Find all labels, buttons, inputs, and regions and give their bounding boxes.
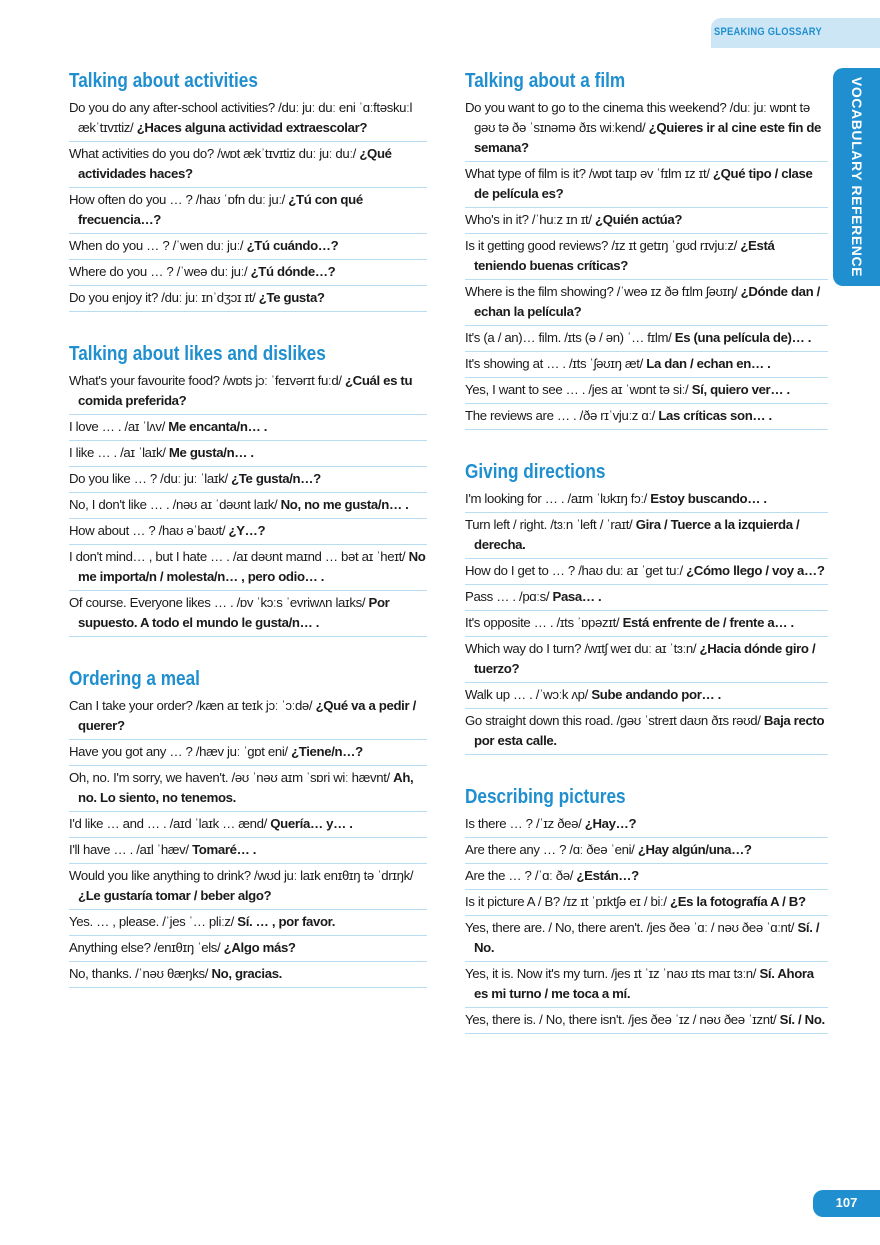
entry-text bbox=[69, 98, 427, 138]
english-phrase: Turn left / right. /tɜːn ˈleft / ˈraɪt/ bbox=[465, 517, 633, 532]
english-phrase: How often do you … ? /haʊ ˈɒfn duː juː/ bbox=[69, 192, 285, 207]
spanish-translation: Sí, quiero ver… . bbox=[691, 382, 790, 397]
section-heading: Ordering a meal bbox=[69, 668, 200, 690]
glossary-entry bbox=[69, 591, 427, 637]
spanish-translation: Sí. / No. bbox=[779, 1012, 825, 1027]
glossary-entry bbox=[465, 611, 828, 637]
entry-text bbox=[69, 768, 427, 808]
entry-text bbox=[465, 236, 828, 276]
spanish-translation: ¿Tú dónde…? bbox=[250, 264, 336, 279]
glossary-entry bbox=[69, 188, 427, 234]
spanish-translation: Sí. Ahora es mi turno / me toca a mí. bbox=[474, 966, 814, 1001]
spanish-translation: ¿Quieres ir al cine este fin de semana? bbox=[474, 120, 822, 155]
glossary-entry bbox=[69, 694, 427, 740]
english-phrase: What activities do you do? /wɒt ækˈtɪvɪtiz duː juː duː/ bbox=[69, 146, 356, 161]
entry-text bbox=[69, 236, 427, 256]
glossary-entry bbox=[69, 415, 427, 441]
english-phrase: Have you got any … ? /hæv juː ˈgɒt eni/ bbox=[69, 744, 288, 759]
english-phrase: I'd like … and … . /aɪd ˈlaɪk … ænd/ bbox=[69, 816, 267, 831]
spanish-translation: No, gracias. bbox=[211, 966, 282, 981]
section-heading: Describing pictures bbox=[465, 786, 626, 808]
spanish-translation: ¿Tiene/n…? bbox=[291, 744, 363, 759]
entry-text bbox=[69, 964, 427, 984]
entry-text bbox=[465, 489, 828, 509]
spanish-translation: Me gusta/n… . bbox=[168, 445, 254, 460]
entry-text bbox=[69, 840, 427, 860]
spanish-translation: Pasa… . bbox=[552, 589, 602, 604]
english-phrase: No, I don't like … . /nəʊ aɪ ˈdəʊnt laɪk/ bbox=[69, 497, 278, 512]
english-phrase: Would you like anything to drink? /wʊd juː laɪk enɪθɪŋ tə ˈdrɪŋk/ bbox=[69, 868, 414, 883]
glossary-entry bbox=[69, 864, 427, 910]
english-phrase: The reviews are … . /ðə rɪˈvjuːz ɑː/ bbox=[465, 408, 655, 423]
entry-text bbox=[69, 696, 427, 736]
spanish-translation: ¿Tú con qué frecuencia…? bbox=[78, 192, 363, 227]
entry-text bbox=[69, 593, 427, 633]
entry-text bbox=[465, 711, 828, 751]
spanish-translation: ¿Cómo llego / voy a…? bbox=[686, 563, 825, 578]
glossary-entry bbox=[465, 487, 828, 513]
english-phrase: Which way do I turn? /wɪtʃ weɪ duː aɪ ˈtɜːn/ bbox=[465, 641, 697, 656]
glossary-entry bbox=[465, 559, 828, 585]
english-phrase: Do you want to go to the cinema this weekend? /duː juː wɒnt tə gəʊ tə ðə ˈsɪnəmə ðɪs wiːkend/ bbox=[465, 100, 810, 135]
glossary-entry bbox=[465, 637, 828, 683]
spanish-translation: No, no me gusta/n… . bbox=[280, 497, 409, 512]
glossary-entry bbox=[465, 864, 828, 890]
spanish-translation: ¿Te gusta? bbox=[258, 290, 325, 305]
english-phrase: It's showing at … . /ɪts ˈʃəʊɪŋ æt/ bbox=[465, 356, 643, 371]
entry-text bbox=[465, 892, 828, 912]
left-section bbox=[69, 664, 427, 988]
english-phrase: I don't mind… , but I hate … . /aɪ dəʊnt maɪnd … bət aɪ ˈheɪt/ bbox=[69, 549, 406, 564]
glossary-entry bbox=[465, 234, 828, 280]
spanish-translation: ¿Hacia dónde giro / tuerzo? bbox=[474, 641, 816, 676]
spanish-translation: Por supuesto. A todo el mundo le gusta/n… . bbox=[78, 595, 390, 630]
entry-text bbox=[69, 417, 427, 437]
entry-text bbox=[465, 406, 828, 426]
entry-text bbox=[69, 521, 427, 541]
glossary-entry bbox=[69, 260, 427, 286]
entry-text bbox=[465, 918, 828, 958]
entry-text bbox=[465, 964, 828, 1004]
entry-text bbox=[69, 495, 427, 515]
glossary-entry bbox=[69, 740, 427, 766]
glossary-entry bbox=[69, 766, 427, 812]
english-phrase: Where is the film showing? /ˈweə ɪz ðə fɪlm ʃəʊɪŋ/ bbox=[465, 284, 738, 299]
spanish-translation: La dan / echan en… . bbox=[646, 356, 771, 371]
english-phrase: Yes, there are. / No, there aren't. /jes ðeə ˈɑː / nəʊ ðeə ˈɑːnt/ bbox=[465, 920, 795, 935]
entry-text bbox=[69, 912, 427, 932]
spanish-translation: ¿Está teniendo buenas críticas? bbox=[474, 238, 775, 273]
glossary-entry bbox=[69, 286, 427, 312]
english-phrase: What's your favourite food? /wɒts jɔː ˈfeɪvərɪt fuːd/ bbox=[69, 373, 342, 388]
glossary-entry bbox=[69, 96, 427, 142]
page-number: 107 bbox=[835, 1195, 858, 1210]
english-phrase: Are the … ? /ˈɑː ðə/ bbox=[465, 868, 574, 883]
spanish-translation: Quería… y… . bbox=[270, 816, 353, 831]
spanish-translation: Gira / Tuerce a la izquierda / derecha. bbox=[474, 517, 800, 552]
english-phrase: Anything else? /enɪθɪŋ ˈels/ bbox=[69, 940, 221, 955]
spanish-translation: ¿Están…? bbox=[576, 868, 639, 883]
glossary-entry bbox=[465, 683, 828, 709]
english-phrase: Walk up … . /ˈwɔːk ʌp/ bbox=[465, 687, 588, 702]
spanish-translation: Las críticas son… . bbox=[658, 408, 772, 423]
spanish-translation: Me encanta/n… . bbox=[168, 419, 268, 434]
entry-text bbox=[69, 547, 427, 587]
side-tab-label: VOCABULARY REFERENCE bbox=[848, 76, 865, 278]
glossary-entry bbox=[69, 910, 427, 936]
spanish-translation: ¿Haces alguna actividad extraescolar? bbox=[136, 120, 368, 135]
section-heading: Talking about activities bbox=[69, 70, 258, 92]
english-phrase: Do you enjoy it? /duː juː ɪnˈdʒɔɪ ɪt/ bbox=[69, 290, 256, 305]
glossary-entry bbox=[465, 378, 828, 404]
entry-text bbox=[465, 282, 828, 322]
english-phrase: Yes, it is. Now it's my turn. /jes ɪt ˈɪz ˈnaʊ ɪts maɪ tɜːn/ bbox=[465, 966, 757, 981]
spanish-translation: Estoy buscando… . bbox=[650, 491, 767, 506]
entry-text bbox=[69, 371, 427, 411]
spanish-translation: Ah, no. Lo siento, no tenemos. bbox=[78, 770, 414, 805]
spanish-translation: ¿Dónde dan / echan la película? bbox=[474, 284, 820, 319]
english-phrase: Is there … ? /ˈɪz ðeə/ bbox=[465, 816, 582, 831]
glossary-entry bbox=[69, 812, 427, 838]
glossary-entry bbox=[465, 962, 828, 1008]
entry-text bbox=[69, 938, 427, 958]
english-phrase: Do you do any after-school activities? /duː juː duː eni ˈɑːftəskuːl ækˈtɪvɪtiz/ bbox=[69, 100, 413, 135]
glossary-entry bbox=[465, 513, 828, 559]
spanish-translation: No me importa/n / molesta/n… , pero odio… . bbox=[78, 549, 426, 584]
english-phrase: It's (a / an)… film. /ɪts (ə / ən) ˈ… fɪlm/ bbox=[465, 330, 672, 345]
entry-text bbox=[69, 814, 427, 834]
spanish-translation: ¿Le gustaría tomar / beber algo? bbox=[78, 888, 272, 903]
glossary-entry bbox=[69, 838, 427, 864]
spanish-translation: Baja recto por esta calle. bbox=[474, 713, 825, 748]
glossary-entry bbox=[69, 142, 427, 188]
spanish-translation: ¿Y…? bbox=[228, 523, 266, 538]
entry-text bbox=[69, 262, 427, 282]
glossary-entry bbox=[69, 493, 427, 519]
english-phrase: Yes, there is. / No, there isn't. /jes ðeə ˈɪz / nəʊ ðeə ˈɪznt/ bbox=[465, 1012, 777, 1027]
entry-text bbox=[465, 639, 828, 679]
section-heading: Talking about likes and dislikes bbox=[69, 343, 326, 365]
page-number-badge bbox=[813, 1190, 880, 1217]
english-phrase: Yes, I want to see … . /jes aɪ ˈwɒnt tə siː/ bbox=[465, 382, 689, 397]
glossary-entry bbox=[465, 404, 828, 430]
spanish-translation: ¿Qué tipo / clase de película es? bbox=[474, 166, 813, 201]
left-column bbox=[69, 66, 427, 1015]
entry-text bbox=[465, 613, 828, 633]
glossary-entry bbox=[69, 545, 427, 591]
glossary-entry bbox=[465, 812, 828, 838]
header-tab bbox=[711, 18, 880, 48]
page-title: SPEAKING GLOSSARY bbox=[714, 26, 822, 38]
entry-text bbox=[69, 144, 427, 184]
english-phrase: Oh, no. I'm sorry, we haven't. /əʊ ˈnəʊ aɪm ˈsɒri wiː hævnt/ bbox=[69, 770, 390, 785]
glossary-entry bbox=[465, 352, 828, 378]
entry-text bbox=[465, 328, 828, 348]
glossary-entry bbox=[465, 208, 828, 234]
spanish-translation: Sí. / No. bbox=[474, 920, 820, 955]
glossary-entry bbox=[69, 467, 427, 493]
glossary-entry bbox=[465, 96, 828, 162]
spanish-translation: Está enfrente de / frente a… . bbox=[622, 615, 794, 630]
entry-text bbox=[69, 443, 427, 463]
entry-text bbox=[465, 561, 828, 581]
glossary-entry bbox=[465, 326, 828, 352]
entry-text bbox=[465, 587, 828, 607]
spanish-translation: Sí. … , por favor. bbox=[237, 914, 336, 929]
english-phrase: It's opposite … . /ɪts ˈɒpəzɪt/ bbox=[465, 615, 620, 630]
section-heading: Talking about a film bbox=[465, 70, 626, 92]
entry-text bbox=[465, 685, 828, 705]
glossary-entry bbox=[69, 369, 427, 415]
spanish-translation: ¿Es la fotografía A / B? bbox=[669, 894, 806, 909]
english-phrase: When do you … ? /ˈwen duː juː/ bbox=[69, 238, 244, 253]
glossary-entry bbox=[69, 962, 427, 988]
entry-text bbox=[465, 98, 828, 158]
spanish-translation: Tomaré… . bbox=[192, 842, 257, 857]
entry-text bbox=[465, 380, 828, 400]
entry-text bbox=[465, 840, 828, 860]
spanish-translation: ¿Hay algún/una…? bbox=[637, 842, 752, 857]
glossary-entry bbox=[69, 234, 427, 260]
entry-text bbox=[465, 515, 828, 555]
entry-text bbox=[69, 469, 427, 489]
entry-text bbox=[69, 288, 427, 308]
spanish-translation: Es (una película de)… . bbox=[674, 330, 812, 345]
glossary-entry bbox=[465, 916, 828, 962]
english-phrase: I'll have … . /aɪl ˈhæv/ bbox=[69, 842, 189, 857]
glossary-entry bbox=[465, 1008, 828, 1034]
left-section bbox=[69, 339, 427, 637]
english-phrase: I'm looking for … . /aɪm ˈlʊkɪŋ fɔː/ bbox=[465, 491, 647, 506]
english-phrase: What type of film is it? /wɒt taɪp əv ˈfɪlm ɪz ɪt/ bbox=[465, 166, 710, 181]
entry-text bbox=[69, 866, 427, 906]
english-phrase: Who's in it? /ˈhuːz ɪn ɪt/ bbox=[465, 212, 592, 227]
right-section bbox=[465, 782, 828, 1034]
english-phrase: Yes. … , please. /ˈjes ˈ… pliːz/ bbox=[69, 914, 234, 929]
spanish-translation: ¿Qué va a pedir / querer? bbox=[78, 698, 416, 733]
english-phrase: How about … ? /haʊ əˈbaʊt/ bbox=[69, 523, 226, 538]
entry-text bbox=[465, 354, 828, 374]
glossary-entry bbox=[465, 280, 828, 326]
glossary-entry bbox=[69, 441, 427, 467]
english-phrase: I love … . /aɪ ˈlʌv/ bbox=[69, 419, 165, 434]
glossary-entry bbox=[465, 890, 828, 916]
entry-text bbox=[465, 210, 828, 230]
spanish-translation: ¿Quién actúa? bbox=[595, 212, 683, 227]
spanish-translation: ¿Algo más? bbox=[223, 940, 296, 955]
english-phrase: Is it getting good reviews? /ɪz ɪt getɪŋ ˈgʊd rɪvjuːz/ bbox=[465, 238, 737, 253]
english-phrase: Of course. Everyone likes … . /ɒv ˈkɔːs ˈevriwʌn laɪks/ bbox=[69, 595, 366, 610]
english-phrase: I like … . /aɪ ˈlaɪk/ bbox=[69, 445, 166, 460]
english-phrase: Are there any … ? /ɑː ðeə ˈeni/ bbox=[465, 842, 635, 857]
entry-text bbox=[69, 742, 427, 762]
entry-text bbox=[465, 1010, 828, 1030]
entry-text bbox=[465, 814, 828, 834]
spanish-translation: ¿Cuál es tu comida preferida? bbox=[78, 373, 413, 408]
entry-text bbox=[69, 190, 427, 230]
english-phrase: Can I take your order? /kæn aɪ teɪk jɔː ˈɔːdə/ bbox=[69, 698, 313, 713]
right-column bbox=[465, 66, 828, 1061]
glossary-entry bbox=[465, 162, 828, 208]
glossary-entry bbox=[69, 519, 427, 545]
spanish-translation: ¿Te gusta/n…? bbox=[231, 471, 321, 486]
right-section bbox=[465, 66, 828, 430]
left-section bbox=[69, 66, 427, 312]
spanish-translation: ¿Tú cuándo…? bbox=[246, 238, 339, 253]
english-phrase: Pass … . /pɑːs/ bbox=[465, 589, 550, 604]
english-phrase: Do you like … ? /duː juː ˈlaɪk/ bbox=[69, 471, 228, 486]
spanish-translation: ¿Hay…? bbox=[584, 816, 637, 831]
glossary-entry bbox=[465, 709, 828, 755]
section-heading: Giving directions bbox=[465, 461, 606, 483]
right-section bbox=[465, 457, 828, 755]
glossary-entry bbox=[465, 585, 828, 611]
entry-text bbox=[465, 866, 828, 886]
english-phrase: No, thanks. /ˈnəʊ θæŋks/ bbox=[69, 966, 209, 981]
english-phrase: How do I get to … ? /haʊ duː aɪ ˈget tuː/ bbox=[465, 563, 683, 578]
spanish-translation: Sube andando por… . bbox=[591, 687, 721, 702]
spanish-translation: ¿Qué actividades haces? bbox=[78, 146, 392, 181]
side-tab bbox=[833, 68, 880, 286]
english-phrase: Is it picture A / B? /ɪz ɪt ˈpɪktʃə eɪ / biː/ bbox=[465, 894, 667, 909]
entry-text bbox=[465, 164, 828, 204]
english-phrase: Go straight down this road. /gəʊ ˈstreɪt daʊn ðɪs rəʊd/ bbox=[465, 713, 761, 728]
english-phrase: Where do you … ? /ˈweə duː juː/ bbox=[69, 264, 248, 279]
glossary-entry bbox=[69, 936, 427, 962]
glossary-entry bbox=[465, 838, 828, 864]
